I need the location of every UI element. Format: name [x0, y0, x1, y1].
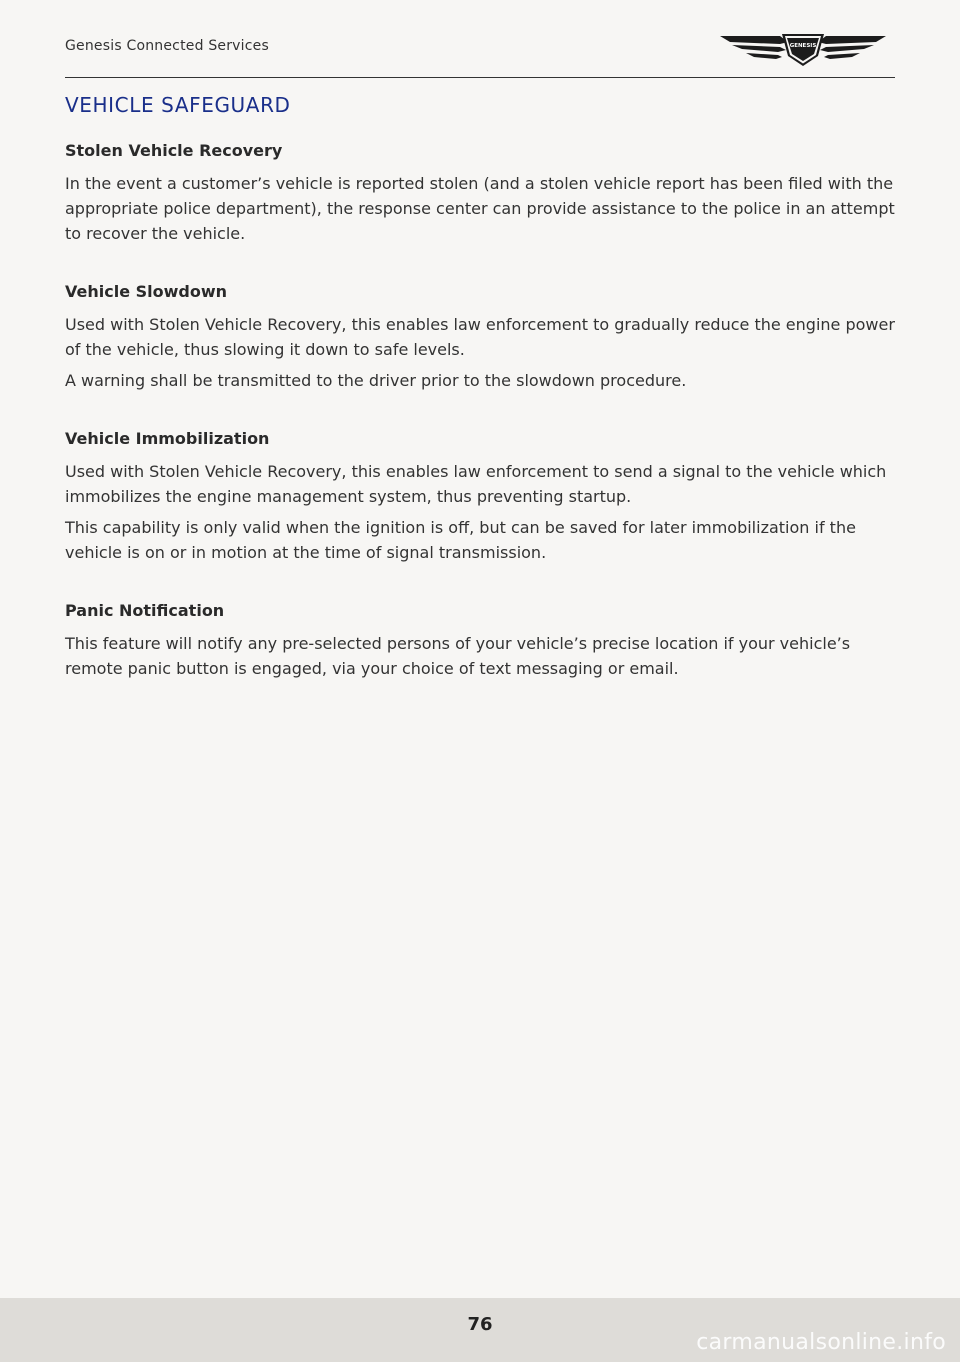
paragraph: Used with Stolen Vehicle Recovery, this enables law enforcement to gradually reduce the engine power of the vehicle, thus slowing it down to safe levels. [65, 315, 895, 359]
heading-stolen-vehicle-recovery: Stolen Vehicle Recovery [65, 141, 283, 160]
paragraph: This capability is only valid when the ignition is off, but can be saved for later immobilization if the vehicle is on or in motion at the time of signal transmission. [65, 518, 856, 562]
header-divider [65, 77, 895, 78]
paragraph: A warning shall be transmitted to the driver prior to the slowdown procedure. [65, 371, 687, 390]
section-vehicle-slowdown [65, 280, 895, 393]
watermark-link[interactable]: carmanualsonline.info [696, 1330, 946, 1355]
header-title: Genesis Connected Services [65, 38, 269, 54]
content [65, 139, 895, 715]
section-panic-notification [65, 599, 895, 681]
genesis-logo [718, 30, 888, 68]
logo-text: GENESIS [789, 43, 817, 49]
page-number: 76 [467, 1314, 493, 1335]
section-stolen-vehicle-recovery [65, 139, 895, 246]
heading-vehicle-slowdown: Vehicle Slowdown [65, 282, 228, 301]
section-title: VEHICLE SAFEGUARD [65, 93, 291, 117]
heading-vehicle-immobilization: Vehicle Immobilization [65, 429, 270, 448]
section-vehicle-immobilization [65, 427, 895, 565]
paragraph: This feature will notify any pre-selected persons of your vehicle’s precise location if your vehicle’s remote panic button is engaged, via your choice of text messaging or email. [65, 634, 851, 678]
paragraph: Used with Stolen Vehicle Recovery, this enables law enforcement to send a signal to the vehicle which immobilizes the engine management system, thus preventing startup. [65, 462, 887, 506]
heading-panic-notification: Panic Notification [65, 601, 225, 620]
paragraph: In the event a customer’s vehicle is reported stolen (and a stolen vehicle report has been filed with the appropriate police department), the response center can provide assistance to the police in an attempt to recover the vehicle. [65, 174, 895, 243]
